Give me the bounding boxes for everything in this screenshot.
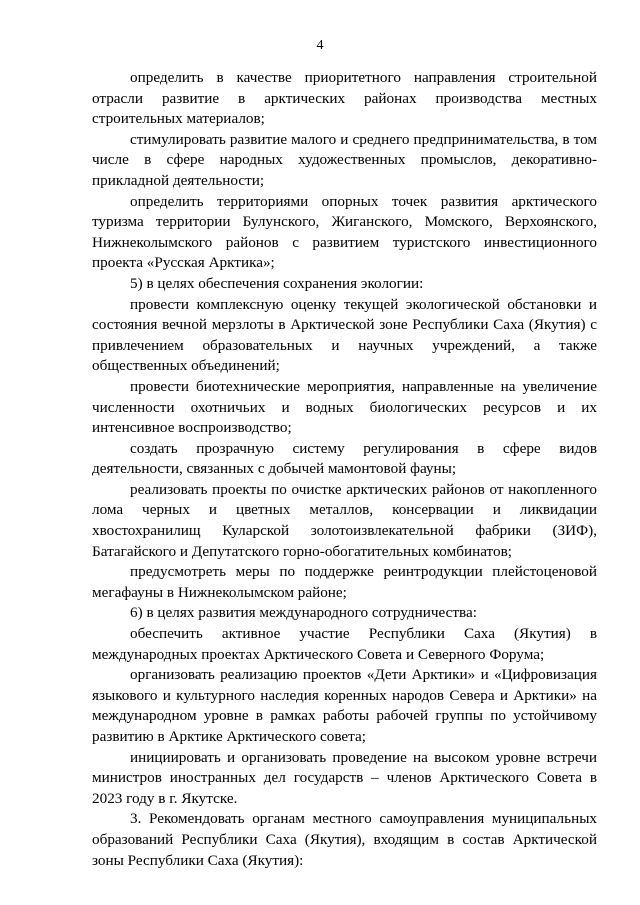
paragraph: провести комплексную оценку текущей экологической обстановки и состояния вечной мерзлоты в Арктической зоне Республики Саха (Якутия) с привлечением образовательных и научных учреждений, а также общественных объединений; bbox=[92, 295, 597, 375]
paragraph: определить территориями опорных точек развития арктического туризма территории Булунского, Жиганского, Момского, Верхоянского, Нижнеколымского районов с развитием туристского инвестиционного проекта «Русская Арктика»; bbox=[92, 192, 597, 272]
paragraph: организовать реализацию проектов «Дети Арктики» и «Цифровизация языкового и культурного наследия коренных народов Севера и Арктики» на международном уровне в рамках работы рабочей группы по устойчивому развитию в Арктике Арктического совета; bbox=[92, 666, 597, 745]
numbered-item: 3. Рекомендовать органам местного самоуправления муниципальных образований Республики Саха (Якутия), входящим в состав Арктической зоны Республики Саха (Якутия): bbox=[92, 810, 597, 869]
paragraph: создать прозрачную систему регулирования в сфере видов деятельности, связанных с добычей мамонтовой фауны; bbox=[92, 439, 597, 478]
paragraph: инициировать и организовать проведение на высоком уровне встречи министров иностранных дел государств – членов Арктического Совета в 2023 году в г. Якутске. bbox=[92, 748, 597, 807]
paragraph: определить в качестве приоритетного направления строительной отрасли развитие в арктических районах производства местных строительных материалов; bbox=[92, 69, 597, 128]
document-body bbox=[92, 68, 597, 871]
paragraph: стимулировать развитие малого и среднего предпринимательства, в том числе в сфере народных художественных промыслов, декоративно-прикладной деятельности; bbox=[92, 130, 597, 189]
paragraph: обеспечить активное участие Республики Саха (Якутия) в международных проектах Арктического Совета и Северного Форума; bbox=[92, 625, 597, 663]
section-heading: 5) в целях обеспечения сохранения экологии: bbox=[130, 274, 424, 292]
page-number: 4 bbox=[316, 38, 324, 53]
paragraph: реализовать проекты по очистке арктических районов от накопленного лома черных и цветных металлов, консервации и ликвидации хвостохранилищ Куларской золотоизвлекательной фабрики (ЗИФ), Батагайского и Депутатского горно-обогатительных комбинатов; bbox=[92, 480, 597, 560]
paragraph: предусмотреть меры по поддержке реинтродукции плейстоценовой мегафауны в Нижнеколымском районе; bbox=[92, 563, 597, 601]
paragraph: провести биотехнические мероприятия, направленные на увеличение численности охотничьих и водных биологических ресурсов и их интенсивное воспроизводство; bbox=[92, 377, 597, 437]
section-heading: 6) в целях развития международного сотрудничества: bbox=[130, 604, 477, 622]
